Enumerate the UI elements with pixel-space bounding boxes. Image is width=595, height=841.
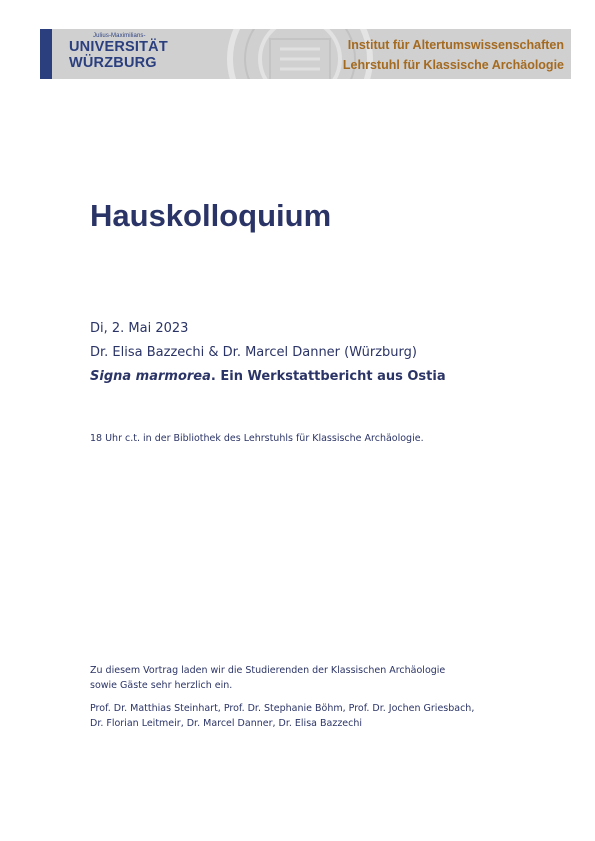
- invitation-text: [90, 663, 445, 693]
- logo-wuerzburg: WÜRZBURG: [69, 55, 157, 71]
- chair-name: Lehrstuhl für Klassische Archäologie: [342, 58, 564, 72]
- header-banner: [40, 29, 571, 79]
- page-title: Hauskolloquium: [90, 198, 332, 233]
- logo-blue-edge: [40, 29, 52, 79]
- university-logo[interactable]: [40, 29, 200, 79]
- organizers-line: Dr. Florian Leitmeir, Dr. Marcel Danner, Dr. Elisa Bazzechi: [90, 718, 363, 729]
- talk-title-italic: Signa marmorea: [90, 369, 211, 384]
- event-venue: 18 Uhr c.t. in der Bibliothek des Lehrstuhls für Klassische Archäologie.: [90, 433, 424, 444]
- talk-title: [90, 370, 446, 383]
- organizers-list: [90, 701, 474, 731]
- talk-title-rest: . Ein Werkstattbericht aus Ostia: [210, 369, 446, 384]
- organizers-line: Prof. Dr. Matthias Steinhart, Prof. Dr. Stephanie Böhm, Prof. Dr. Jochen Griesbach,: [90, 703, 475, 714]
- invitation-line: sowie Gäste sehr herzlich ein.: [90, 680, 233, 691]
- logo-universitaet: UNIVERSITÄT: [69, 39, 168, 55]
- event-speakers: Dr. Elisa Bazzechi & Dr. Marcel Danner (Würzburg): [90, 345, 417, 360]
- logo-subtitle: Julius-Maximilians-: [93, 33, 146, 39]
- invitation-line: Zu diesem Vortrag laden wir die Studierenden der Klassischen Archäologie: [90, 665, 446, 676]
- institute-name: Institut für Altertumswissenschaften: [347, 38, 564, 52]
- event-date: Di, 2. Mai 2023: [90, 321, 189, 336]
